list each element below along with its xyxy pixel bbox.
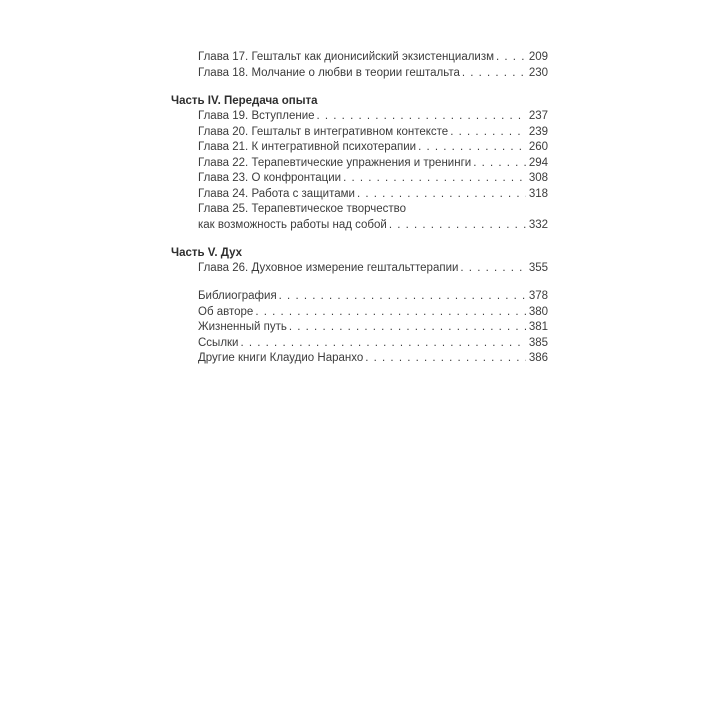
toc-section	[171, 246, 548, 277]
toc-entry	[171, 156, 548, 172]
entry-title: Глава 22. Терапевтические упражнения и тренинги	[198, 156, 472, 169]
entry-page-number: 260	[528, 141, 548, 153]
entry-title: Глава 23. О конфронтации	[198, 172, 342, 184]
entry-page-number: 385	[528, 336, 548, 349]
entry-page-number: 386	[528, 352, 548, 364]
dot-leader	[450, 125, 526, 141]
toc-entry	[171, 66, 548, 82]
toc-section	[171, 289, 548, 367]
toc-entry	[171, 305, 548, 321]
toc-section	[171, 94, 548, 234]
entry-title: Глава 21. К интегративной психотерапии	[198, 141, 417, 153]
entry-page-number: 209	[528, 51, 548, 63]
toc-entry	[171, 289, 548, 305]
table-of-contents	[171, 50, 548, 367]
entry-page-number: 294	[528, 156, 548, 169]
dot-leader	[418, 140, 526, 156]
dot-leader	[462, 66, 526, 82]
toc-entry	[171, 261, 548, 277]
toc-section	[171, 50, 548, 81]
dot-leader	[289, 320, 526, 336]
toc-entry	[171, 320, 548, 336]
dot-leader	[255, 305, 526, 321]
toc-entry	[171, 171, 548, 187]
dot-leader	[279, 289, 526, 305]
dot-leader	[496, 50, 526, 66]
entry-page-number: 378	[528, 290, 548, 302]
dot-leader	[343, 171, 526, 187]
dot-leader	[460, 261, 525, 277]
entry-page-number: 332	[528, 218, 548, 231]
dot-leader	[357, 187, 526, 203]
toc-entry	[171, 336, 548, 352]
entry-title: Глава 25. Терапевтическое творчество	[198, 203, 407, 215]
entry-page-number: 355	[528, 262, 548, 274]
entry-title: Глава 18. Молчание о любви в теории гештальта	[198, 66, 460, 79]
entry-title: Библиография	[198, 290, 277, 302]
dot-leader	[317, 109, 526, 125]
dot-leader	[389, 218, 526, 234]
toc-entry	[171, 187, 548, 203]
entry-page-number: 308	[528, 172, 548, 184]
toc-entry	[171, 140, 548, 156]
entry-title: Об авторе	[198, 305, 254, 318]
toc-entry	[171, 109, 548, 125]
part-heading: Часть IV. Передача опыта	[171, 94, 318, 107]
entry-page-number: 237	[528, 110, 548, 122]
toc-entry	[171, 218, 548, 234]
entry-page-number: 230	[528, 66, 548, 79]
entry-title: Глава 20. Гештальт в интегративном контексте	[198, 125, 449, 138]
entry-page-number: 239	[528, 125, 548, 138]
dot-leader	[241, 336, 526, 352]
toc-entry	[171, 202, 548, 218]
entry-page-number: 380	[528, 305, 548, 318]
toc-entry	[171, 125, 548, 141]
dot-leader	[473, 156, 526, 172]
entry-title: Глава 24. Работа с защитами	[198, 187, 355, 200]
entry-title: Ссылки	[198, 336, 239, 349]
dot-leader	[365, 351, 526, 367]
entry-title: Глава 17. Гештальт как дионисийский экзистенциализм	[198, 51, 495, 63]
entry-title: Другие книги Клаудио Наранхо	[198, 352, 364, 364]
toc-entry	[171, 50, 548, 66]
entry-title: Жизненный путь	[198, 321, 287, 333]
entry-title: как возможность работы над собой	[198, 218, 387, 231]
toc-entry	[171, 351, 548, 367]
part-heading: Часть V. Дух	[171, 246, 243, 259]
entry-page-number: 318	[528, 187, 548, 200]
entry-title: Глава 26. Духовное измерение гештальттерапии	[198, 262, 459, 274]
entry-page-number: 381	[528, 321, 548, 333]
entry-title: Глава 19. Вступление	[198, 110, 315, 122]
